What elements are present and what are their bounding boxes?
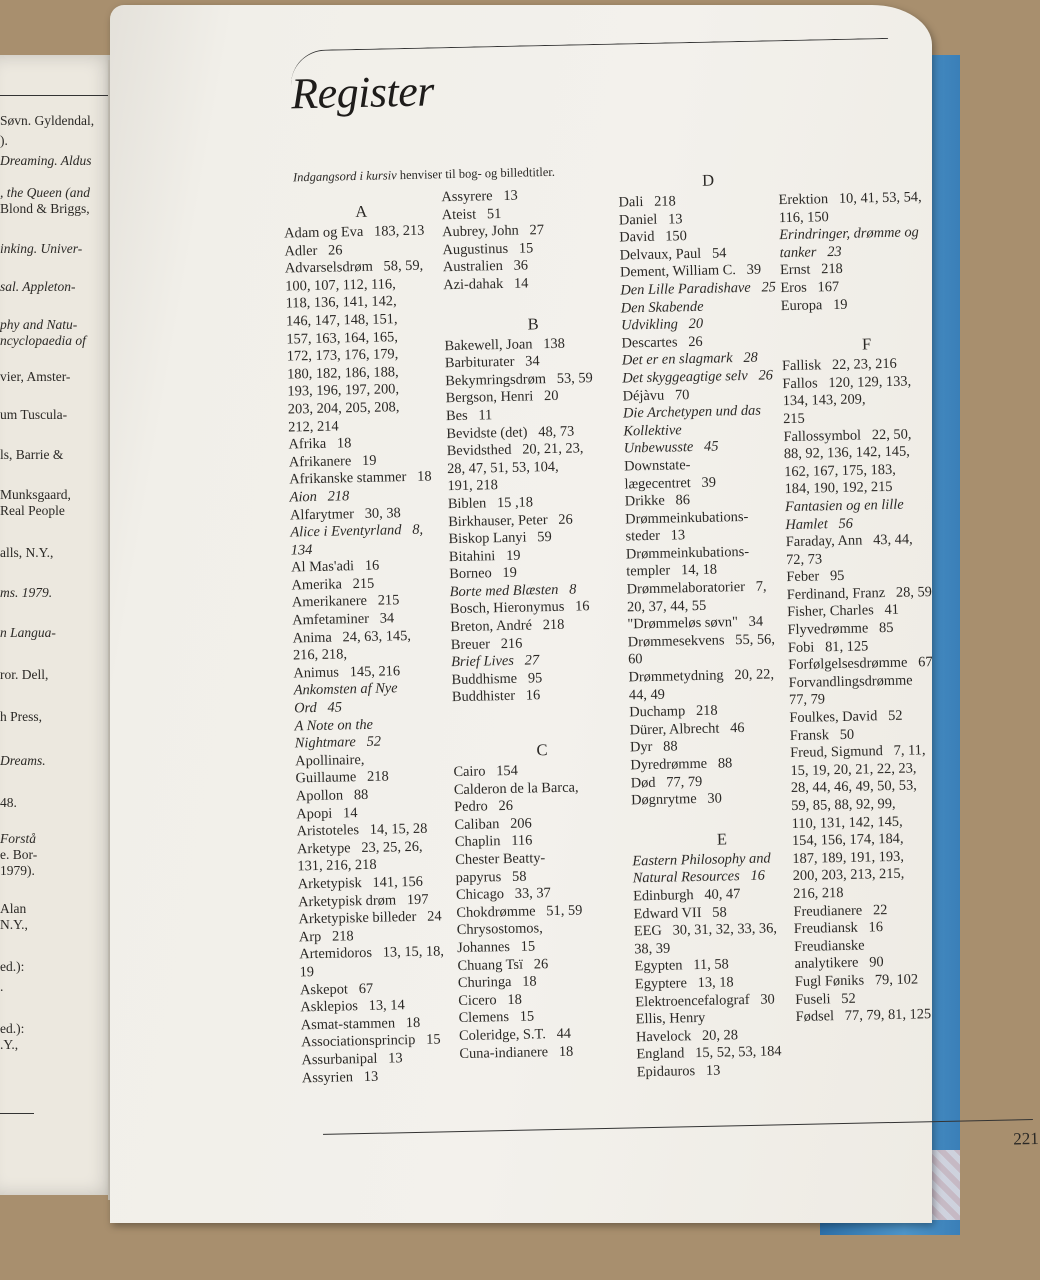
index-entry-line: Afrikanske stammer 18: [289, 468, 432, 488]
left-page-fragment: Søvn. Gyldendal,: [0, 113, 95, 128]
index-entry-line: 180, 182, 186, 188,: [286, 363, 399, 383]
left-page-fragment: phy and Natu-: [0, 317, 78, 332]
index-entry-line: Biblen 15 ,18: [447, 494, 534, 513]
left-page-bottom-rule: [0, 1113, 34, 1114]
index-entry-line: Aion 218: [289, 488, 350, 506]
index-entry-line: Coleridge, S.T. 44: [458, 1025, 572, 1044]
index-entry-line: Drikke 86: [624, 492, 691, 510]
index-entry-line: David 150: [619, 228, 688, 246]
index-entry-line: Alice i Eventyrland 8,: [290, 521, 424, 541]
index-entry-line: Eros 167: [780, 278, 840, 297]
section-letter-d: D: [701, 170, 715, 190]
index-entry: [290, 521, 446, 559]
index-entry-line: Freudianere 22: [793, 901, 888, 920]
index-entry-line: 28, 47, 51, 53, 104,: [446, 458, 559, 477]
index-entry-line: Die Archetypen und das: [622, 402, 762, 422]
index-entry-line: Dyredrømme 88: [630, 755, 733, 774]
section-letter-b: B: [527, 313, 539, 334]
index-entry-line: Flyvedrømme 85: [787, 619, 894, 639]
section-letter-a: A: [355, 201, 368, 222]
index-entry-line: Chokdrømme 51, 59: [456, 902, 583, 921]
index-entry-line: Bevidste (det) 48, 73: [446, 423, 575, 442]
index-entry-line: Apollinaire,: [295, 751, 365, 770]
index-entry-line: 162, 167, 175, 183,: [784, 461, 896, 480]
index-entry-line: 212, 214: [288, 417, 339, 436]
index-entry-line: Advarselsdrøm 58, 59,: [284, 257, 424, 277]
index-entry: [782, 372, 953, 428]
index-entry-line: 146, 147, 148, 151,: [285, 311, 398, 330]
index-entry: [790, 742, 963, 904]
left-page-fragment: h Press,: [0, 709, 43, 724]
index-entry-line: 215: [782, 410, 805, 428]
index-entry-line: Brief Lives 27: [451, 652, 540, 671]
index-entry: [628, 631, 809, 670]
index-entry: [289, 469, 444, 490]
left-page-fragment: Alan: [0, 901, 27, 916]
index-entry-line: Australien 36: [442, 257, 529, 276]
index-entry-line: Ankomsten af Nye: [293, 680, 398, 699]
index-entry-line: Drømmelaboratorier 7,: [626, 578, 767, 598]
left-page-fragment: alls, N.Y.,: [0, 545, 54, 560]
index-entry: [285, 257, 444, 436]
index-entry-line: 20, 37, 44, 55: [626, 597, 707, 616]
left-page-fragment: inking. Univer-: [0, 241, 83, 256]
index-entry-line: Dürer, Albrecht 46: [629, 719, 745, 739]
intro-note: [293, 165, 555, 185]
index-entry-line: Bakewell, Joan 138: [444, 335, 565, 354]
index-entry-line: Fobi 81, 125: [787, 638, 869, 656]
index-entry-line: Assyrien 13: [301, 1068, 379, 1086]
index-entry: [628, 666, 809, 705]
index-entry-line: Johannes 15: [456, 938, 536, 957]
index-entry-line: Det er en slagmark 28: [621, 349, 758, 369]
index-entry-line: A Note on the: [294, 716, 374, 735]
index-entry-line: Erindringer, drømme og: [779, 224, 919, 244]
index-entry-line: Drømmetydning 20, 22,: [628, 666, 775, 686]
index-entry-line: 38, 39: [634, 940, 671, 958]
index-entry-line: 131, 216, 218: [297, 857, 377, 875]
index-entry-line: Nightmare 52: [294, 733, 382, 752]
index-entry-line: Animus 145, 216: [293, 663, 401, 682]
index-entry-line: Al Mas'adi 16: [290, 557, 380, 576]
left-page-fragment: ms. 1979.: [0, 585, 53, 600]
index-entry-line: Assurbanipal 13: [301, 1050, 403, 1069]
left-page-fragment: n Langua-: [0, 625, 56, 640]
index-entry-line: Den Skabende: [620, 298, 704, 317]
index-entry-line: Havelock 20, 28: [635, 1026, 739, 1046]
index-entry: [292, 627, 448, 665]
index-entry-line: Askepot 67: [299, 980, 374, 998]
left-page-top-rule: [0, 95, 110, 96]
index-entry-line: Edinburgh 40, 47: [632, 886, 741, 905]
index-entry-line: Det skyggeagtige selv 26: [622, 367, 774, 387]
left-page-fragment: um Tuscula-: [0, 407, 68, 422]
left-page-fragment: ).: [0, 133, 8, 148]
index-entry-line: 44, 49: [628, 686, 666, 704]
index-entry-line: Død 77, 79: [630, 773, 703, 791]
index-entry: [637, 1060, 817, 1081]
right-page: [110, 5, 1039, 1223]
index-entry-line: Augustinus 15: [442, 240, 534, 259]
index-entry-line: Downstate-: [623, 456, 691, 475]
index-entry-line: England 15, 52, 53, 184: [636, 1043, 782, 1063]
index-entry-line: Buddhister 16: [451, 687, 541, 706]
index-entry-line: 134: [290, 541, 313, 559]
index-entry-line: Arp 218: [298, 927, 354, 946]
index-entry-line: Elektroencefalograf 30: [635, 990, 775, 1010]
index-entry-line: Forfølgelsesdrømme 67: [788, 654, 933, 674]
index-entry-line: Buddhisme 95: [451, 670, 543, 688]
index-entry-line: steder 13: [625, 527, 686, 545]
index-entry-line: Borneo 19: [449, 565, 518, 583]
index-entry: [302, 1067, 457, 1088]
index-entry-line: Churinga 18: [457, 973, 537, 992]
index-entry-line: 88, 92, 136, 142, 145,: [783, 443, 910, 463]
index-entry-line: Déjàvu 70: [622, 386, 690, 405]
index-entry: [459, 1042, 637, 1063]
left-page-fragment: vier, Amster-: [0, 369, 71, 384]
left-page-fragment: e. Bor-: [0, 847, 38, 862]
section-gap: [781, 312, 951, 336]
index-entry-line: Aubrey, John 27: [442, 222, 545, 241]
index-entry: [796, 1006, 966, 1027]
left-page: [0, 55, 118, 1195]
index-entry: [626, 543, 807, 582]
index-entry-line: Egypten 11, 58: [634, 956, 729, 975]
index-entry-line: Egyptere 13, 18: [634, 974, 734, 993]
left-page-fragment: ed.):: [0, 959, 25, 974]
index-entry-line: Fransk 50: [789, 726, 855, 744]
index-entry-line: Artemidoros 13, 15, 18,: [299, 943, 445, 963]
index-entry-line: Fallos 120, 129, 133,: [782, 373, 912, 392]
index-entry-line: Adam og Eva 183, 213: [283, 222, 425, 242]
index-entry-line: Fugl Føniks 79, 102: [794, 971, 919, 990]
index-entry-line: Anima 24, 63, 145,: [292, 627, 412, 647]
index-entry-line: 72, 73: [785, 551, 823, 568]
index-entry-line: Borte med Blæsten 8: [449, 581, 577, 601]
index-entry: [457, 919, 636, 958]
index-entry-line: Azi-dahak 14: [443, 275, 529, 294]
index-entry: [778, 189, 949, 228]
index-entry-line: EEG 30, 31, 32, 33, 36,: [633, 920, 778, 940]
index-entry-line: Adler 26: [284, 241, 343, 260]
index-entry-line: Duchamp 218: [629, 702, 718, 721]
left-page-fragment: Munksgaard,: [0, 487, 71, 502]
index-entry-line: Associationsprincip 15: [300, 1031, 441, 1051]
index-entry-line: Eastern Philosophy and: [632, 850, 771, 870]
index-entry: [786, 531, 957, 570]
index-entry-line: 203, 204, 205, 208,: [287, 399, 400, 418]
index-entry-line: Alfarytmer 30, 38: [289, 504, 401, 523]
index-entry-line: analytikere 90: [794, 954, 884, 973]
index-entry-line: 216, 218,: [292, 646, 348, 664]
index-entry-line: Chicago 33, 37: [455, 885, 551, 904]
index-entry-line: 184, 190, 192, 215: [784, 479, 893, 498]
index-entry-line: Unbewusste 45: [623, 438, 719, 457]
index-entry-line: Ellis, Henry: [635, 1010, 706, 1028]
index-entry-line: Amfetaminer 34: [292, 610, 395, 629]
left-page-fragment: Dreaming. Aldus: [0, 153, 92, 168]
index-entry-line: Cicero 18: [458, 991, 522, 1009]
section-letter-c: C: [536, 740, 548, 760]
index-entry-line: Udvikling 20: [620, 315, 704, 334]
index-entry: [636, 1008, 817, 1047]
index-entry-line: Freudiansk 16: [793, 919, 884, 938]
index-entry-line: Cuna-indianere 18: [459, 1043, 574, 1062]
index-entry-line: Caliban 206: [454, 815, 532, 833]
index-entry-line: Kollektive: [623, 421, 682, 440]
index-entry-line: Amerikanere 215: [291, 592, 400, 611]
index-entry-line: tanker 23: [779, 243, 842, 261]
index-entry-line: Biskop Lanyi 59: [448, 529, 552, 548]
index-entry-line: Afrikanere 19: [288, 452, 377, 471]
index-entry-line: Birkhauser, Peter 26: [448, 511, 573, 530]
index-entry-line: Døgnrytme 30: [630, 790, 722, 809]
index-entry-line: Chester Beatty-: [455, 850, 546, 869]
index-entry-line: 116, 150: [778, 208, 829, 226]
index-entry: [783, 425, 954, 499]
index-entry-line: Apollon 88: [295, 786, 369, 805]
index-entry-line: Europa 19: [780, 296, 848, 314]
index-entry-line: 172, 173, 176, 179,: [286, 346, 399, 365]
left-page-fragment: N.Y.,: [0, 917, 28, 932]
index-entry-line: Faraday, Ann 43, 44,: [785, 531, 913, 551]
index-entry-line: Fallisk 22, 23, 216: [781, 355, 897, 375]
index-entry-line: 134, 143, 209,: [782, 391, 866, 410]
index-entry-line: "Drømmeløs søvn" 34: [627, 613, 764, 633]
index-entry-line: Barbiturater 34: [444, 353, 540, 372]
index-entry-line: Drømmesekvens 55, 56,: [627, 631, 776, 651]
index-entry: [627, 578, 808, 617]
index-entry: [624, 455, 805, 494]
index-entry-line: Bitahini 19: [448, 547, 521, 565]
index-entry-line: Fantasien og en lille: [784, 496, 904, 516]
index-entry-line: 77, 79: [788, 691, 826, 709]
index-entry-line: Dyr 88: [629, 738, 678, 756]
left-page-fragment: .: [0, 979, 4, 994]
index-entry: [455, 848, 634, 887]
index-entry-line: Guillaume 218: [295, 768, 389, 787]
index-entry-line: Chuang Tsï 26: [457, 955, 549, 974]
index-entry-line: Pedro 26: [454, 798, 514, 816]
index-entry-line: Daniel 13: [618, 210, 683, 229]
index-entry-line: Fisher, Charles 41: [787, 602, 900, 621]
index-entry-line: Ernst 218: [779, 261, 843, 279]
index-entry-line: Freudianske: [794, 937, 865, 955]
index-entry-line: 200, 203, 213, 215,: [792, 866, 905, 885]
index-entry-line: Asmat-stammen 18: [300, 1014, 421, 1034]
index-entry: [301, 1031, 456, 1052]
index-entry-line: Bergson, Henri 20: [445, 388, 559, 407]
index-entry-line: 19: [299, 964, 315, 981]
index-entry-line: Bekymringsdrøm 53, 59: [445, 369, 593, 389]
index-entry-line: Bes 11: [445, 407, 493, 425]
index-entry: [625, 507, 806, 546]
left-page-fragment: Dreams.: [0, 753, 46, 768]
left-page-fragment: , the Queen (and: [0, 185, 90, 200]
index-entry-line: 157, 163, 164, 165,: [286, 328, 399, 348]
index-entry-line: 28, 44, 46, 49, 50, 53,: [790, 777, 917, 797]
index-entry-line: Foulkes, David 52: [789, 707, 903, 727]
left-page-fragment: Blond & Briggs,: [0, 201, 90, 216]
index-entry-line: 191, 218: [447, 477, 499, 495]
index-entry: [294, 680, 450, 718]
index-column-4: [778, 189, 965, 1027]
index-entry-line: Fallossymbol 22, 50,: [783, 425, 912, 445]
index-entry-line: Descartes 26: [621, 333, 703, 352]
index-entry-line: Freud, Sigmund 7, 11,: [789, 742, 926, 762]
intro-italic: Indgangsord i kursiv: [292, 168, 397, 185]
left-page-fragment: ncyclopaedia of: [0, 333, 86, 348]
left-page-fragment: ed.):: [0, 1021, 25, 1036]
index-entry-line: Ateist 51: [441, 205, 502, 223]
index-entry: [789, 671, 960, 710]
index-entry: [295, 750, 451, 788]
index-column-1: [284, 199, 458, 1087]
index-entry: [779, 224, 950, 263]
index-entry-line: 60: [627, 651, 643, 668]
index-entry: [298, 908, 453, 929]
index-entry-line: Amerika 215: [291, 575, 375, 594]
index-entry: [454, 778, 633, 817]
index-entry-line: Apopi 14: [296, 804, 358, 823]
index-entry-line: Breton, André 218: [450, 616, 565, 636]
index-entry-line: Dement, William C. 39: [619, 261, 762, 281]
index-entry-line: Delvaux, Paul 54: [619, 245, 727, 264]
index-entry-line: Cairo 154: [453, 762, 518, 781]
index-entry-line: Drømmeinkubations-: [625, 508, 749, 528]
index-entry-line: 15, 19, 20, 21, 22, 23,: [790, 760, 917, 779]
index-entry-line: 193, 196, 197, 200,: [287, 381, 400, 400]
index-entry-line: Chaplin 116: [454, 832, 533, 851]
index-entry-line: 100, 107, 112, 116,: [285, 275, 396, 295]
index-entry-line: Hamlet 56: [785, 515, 854, 533]
footer-rule: [323, 1119, 1033, 1135]
index-entry-line: Erektion 10, 41, 53, 54,: [778, 189, 922, 209]
index-column-2: [441, 186, 637, 1064]
page-title: Register: [290, 66, 435, 119]
index-entry-line: Bosch, Hieronymus 16: [449, 598, 590, 618]
index-entry: [294, 715, 450, 753]
index-entry-line: papyrus 58: [455, 868, 527, 886]
index-entry-line: Assyrere 13: [441, 187, 518, 206]
left-page-fragment: ls, Barrie &: [0, 447, 64, 462]
index-entry-line: Natural Resources 16: [632, 867, 766, 887]
left-page-fragment: .Y.,: [0, 1037, 19, 1052]
index-entry: [299, 943, 455, 981]
intro-rest: henviser til bog- og billedtitler.: [396, 164, 556, 183]
index-entry-line: Bevidsthed 20, 21, 23,: [446, 440, 584, 460]
index-entry-line: Ord 45: [293, 699, 343, 717]
page-number: 221: [1013, 1128, 1039, 1149]
index-entry-line: Fuseli 52: [795, 990, 856, 1008]
index-entry: [284, 222, 439, 243]
index-entry-line: Den Lille Paradishave 25: [620, 279, 777, 299]
register-text-area: [260, 20, 1039, 1195]
index-entry-line: lægecentret 39: [624, 474, 717, 492]
index-entry-line: Arketype 23, 25, 26,: [296, 838, 423, 858]
index-entry-line: Feber 95: [786, 568, 845, 586]
index-entry-line: 187, 189, 191, 193,: [792, 848, 905, 867]
index-entry-line: 216, 218: [792, 884, 844, 902]
index-entry-line: templer 14, 18: [626, 562, 718, 580]
index-entry-line: 154, 156, 174, 184,: [791, 830, 904, 850]
index-entry-line: Aristoteles 14, 15, 28: [296, 820, 428, 840]
index-entry-line: 118, 136, 141, 142,: [285, 293, 397, 312]
left-page-fragment: Forstå: [0, 831, 37, 846]
index-entry-line: Edward VII 58: [633, 903, 727, 922]
index-entry-line: Drømmeinkubations-: [625, 543, 750, 563]
index-entry-line: Clemens 15: [458, 1008, 535, 1027]
left-page-fragment: 48.: [0, 795, 17, 810]
index-entry: [621, 296, 802, 335]
index-entry-line: Dali 218: [618, 193, 676, 211]
index-entry: [634, 920, 815, 959]
index-entry: [623, 402, 804, 459]
section-letter-f: F: [861, 334, 872, 354]
index-entry-line: Breuer 216: [450, 635, 523, 653]
left-page-fragment: Real People: [0, 503, 65, 518]
index-entry: [620, 279, 800, 300]
index-entry-line: 110, 131, 142, 145,: [791, 813, 903, 832]
index-entry-line: Chrysostomos,: [456, 920, 543, 939]
index-entry-line: 59, 85, 88, 92, 99,: [791, 795, 896, 815]
index-entry: [447, 440, 626, 496]
index-entry: [794, 935, 965, 974]
index-entry-line: Epidauros 13: [636, 1062, 721, 1081]
index-entry-line: Ferdinand, Franz 28, 59: [786, 583, 933, 603]
index-entry: [297, 838, 453, 876]
section-gap: [443, 291, 621, 315]
index-entry: [785, 495, 956, 534]
index-entry-line: Arketypiske billeder 24: [298, 908, 442, 928]
index-entry-line: Calderon de la Barca,: [453, 779, 579, 798]
index-entry-line: Forvandlingsdrømme: [788, 672, 913, 691]
left-page-fragment: ror. Dell,: [0, 667, 49, 682]
index-entry: [632, 849, 813, 888]
index-entry-line: Fødsel 77, 79, 81, 125: [795, 1006, 932, 1026]
section-gap: [452, 703, 631, 741]
index-entry-line: Asklepios 13, 14: [300, 997, 405, 1016]
left-page-fragment: 1979).: [0, 863, 35, 878]
section-letter-e: E: [716, 829, 728, 849]
index-entry-line: Arketypisk drøm 197: [297, 891, 429, 910]
section-gap: [631, 806, 811, 830]
index-entry-line: Afrika 18: [288, 435, 352, 453]
left-page-fragment: sal. Appleton-: [0, 279, 76, 294]
index-entry-line: Arketypisk 141, 156: [297, 873, 424, 893]
